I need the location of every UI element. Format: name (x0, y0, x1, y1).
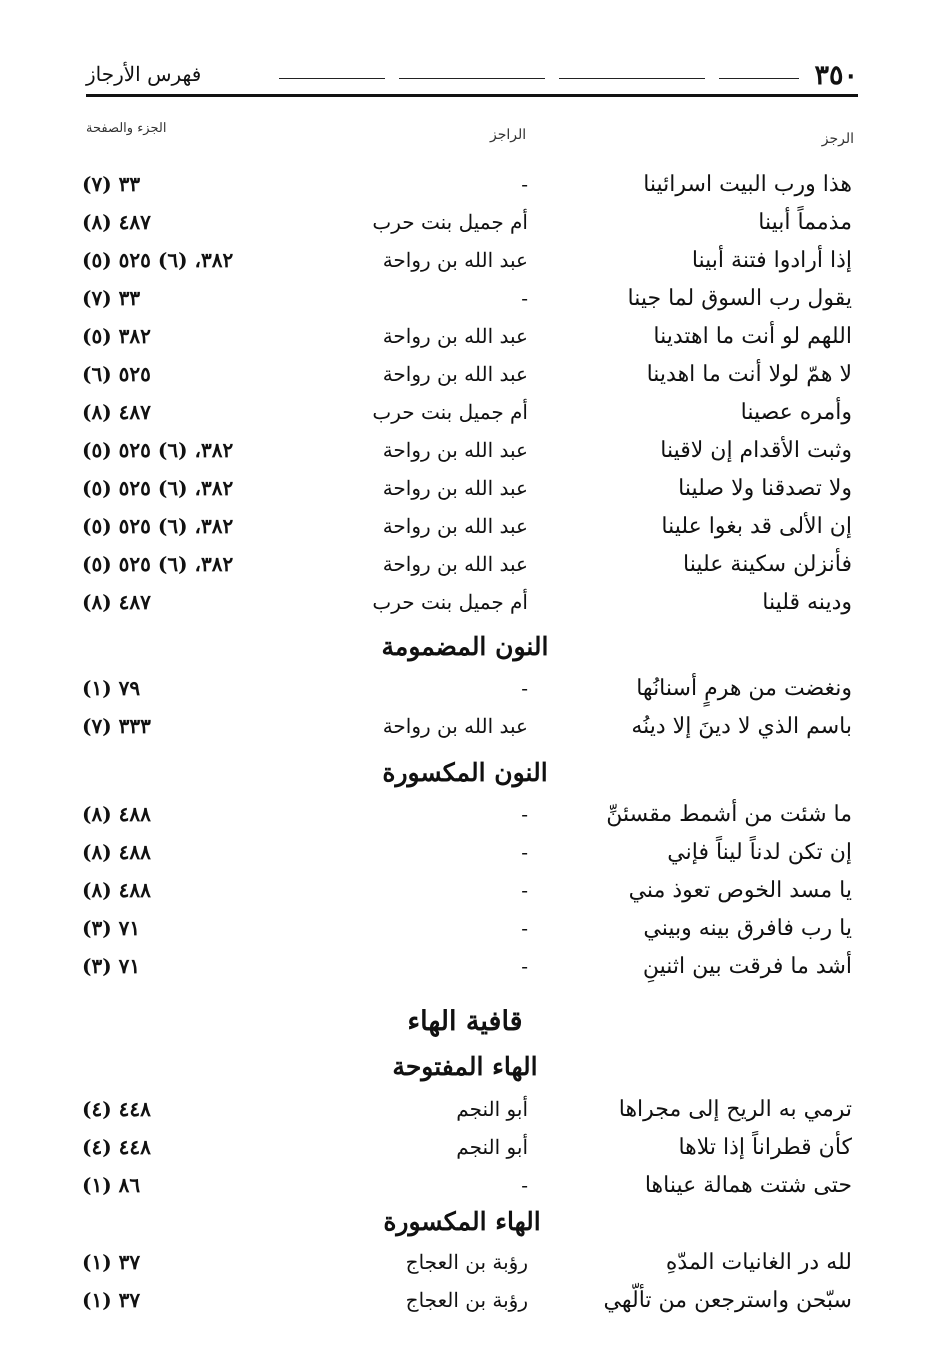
volume-page: (١) ٣٧ (82, 1288, 141, 1312)
index-row (0, 210, 932, 248)
poet: - (521, 676, 528, 700)
index-row (0, 1135, 932, 1173)
volume-page: (٥) ٣٨٢، (٦) ٥٢٥ (82, 248, 234, 272)
index-row (0, 438, 932, 476)
poet: - (521, 1173, 528, 1197)
poet: أم جميل بنت حرب (372, 210, 528, 234)
verse: يا رب فافرق بينه وبيني (643, 916, 852, 941)
index-row (0, 400, 932, 438)
volume-page: (٥) ٣٨٢، (٦) ٥٢٥ (82, 552, 234, 576)
poet: عبد الله بن رواحة (382, 514, 528, 538)
volume-page: (٧) ٣٣ (82, 286, 141, 310)
volume-page: (٨) ٤٨٨ (82, 802, 151, 826)
verse: يقول رب السوق لما جينا (627, 286, 852, 311)
index-row (0, 286, 932, 324)
volume-page: (٤) ٤٤٨ (82, 1135, 151, 1159)
verse: اللهم لو أنت ما اهتدينا (653, 324, 852, 349)
index-row (0, 1250, 932, 1288)
verse: وأمره عصينا (740, 400, 852, 425)
index-row (0, 840, 932, 878)
index-row (0, 552, 932, 590)
poet: رؤبة بن العجاج (405, 1250, 528, 1274)
section-heading: الهاء المفتوحة (392, 1052, 538, 1081)
verse: ونغضت من هرمٍ أسنانُها (636, 676, 852, 701)
volume-page: (٨) ٤٨٨ (82, 878, 151, 902)
index-row (0, 324, 932, 362)
index-row (0, 1097, 932, 1135)
poet: عبد الله بن رواحة (382, 552, 528, 576)
index-row (0, 248, 932, 286)
index-row (0, 802, 932, 840)
poet: أبو النجم (456, 1135, 528, 1159)
index-row (0, 1173, 932, 1211)
verse: إن تكن لدناً ليناً فإني (667, 840, 852, 865)
header-rule (86, 94, 858, 97)
verse: يا مسد الخوص تعوذ مني (628, 878, 852, 903)
verse: أشد ما فرقت بين اثنينِ (642, 954, 852, 979)
verse: وثبت الأقدام إن لاقينا (660, 438, 852, 463)
verse: ودينه قلينا (762, 590, 852, 615)
verse: حتى شتت همالة عيناها (644, 1173, 852, 1198)
poet: أم جميل بنت حرب (372, 590, 528, 614)
section-heading: النون المكسورة (382, 758, 548, 787)
poet: عبد الله بن رواحة (382, 324, 528, 348)
page-number: ٣٥٠ (814, 60, 858, 91)
verse: إذا أرادوا فتنة أبينا (691, 248, 852, 273)
verse: لا همّ لولا أنت ما اهدينا (646, 362, 852, 387)
verse: سبّحن واسترجعن من تألّهي (603, 1288, 852, 1313)
verse: ترمي به الريح إلى مجراها (618, 1097, 852, 1122)
column-heading-reference: الجزء والصفحة (86, 121, 167, 136)
index-row (0, 514, 932, 552)
poet: عبد الله بن رواحة (382, 714, 528, 738)
index-row (0, 954, 932, 992)
verse: ولا تصدقنا ولا صلينا (678, 476, 852, 501)
index-row (0, 172, 932, 210)
verse: إن الألى قد بغوا علينا (661, 514, 852, 539)
index-row (0, 878, 932, 916)
volume-page: (٥) ٣٨٢، (٦) ٥٢٥ (82, 514, 234, 538)
poet: رؤبة بن العجاج (405, 1288, 528, 1312)
volume-page: (١) ٧٩ (82, 676, 141, 700)
volume-page: (٣) ٧١ (82, 916, 141, 940)
volume-page: (٣) ٧١ (82, 954, 141, 978)
poet: عبد الله بن رواحة (382, 438, 528, 462)
poet: - (521, 916, 528, 940)
column-heading-verse: الرجز (821, 131, 854, 147)
index-row (0, 714, 932, 752)
poet: عبد الله بن رواحة (382, 248, 528, 272)
poet: - (521, 878, 528, 902)
index-row (0, 916, 932, 954)
poet: أم جميل بنت حرب (372, 400, 528, 424)
column-heading-poet: الراجز (490, 127, 527, 143)
poet: - (521, 802, 528, 826)
poet: - (521, 840, 528, 864)
poet: - (521, 172, 528, 196)
verse: كأن قطراناً إذا تلاها (678, 1135, 852, 1160)
verse: ما شئت من أشمط مقسئنِّ (606, 802, 852, 827)
verse: مذمماً أبينا (758, 210, 852, 235)
volume-page: (٨) ٤٨٧ (82, 210, 151, 234)
header-dash (719, 78, 799, 79)
volume-page: (٤) ٤٤٨ (82, 1097, 151, 1121)
volume-page: (١) ٣٧ (82, 1250, 141, 1274)
volume-page: (٧) ٣٣٣ (82, 714, 151, 738)
volume-page: (٥) ٣٨٢، (٦) ٥٢٥ (82, 476, 234, 500)
header-dash (559, 78, 705, 79)
verse: باسم الذي لا دينَ إلا دينُه (631, 714, 852, 739)
index-row (0, 676, 932, 714)
verse: هذا ورب البيت اسرائينا (643, 172, 852, 197)
poet: أبو النجم (456, 1097, 528, 1121)
volume-page: (٧) ٣٣ (82, 172, 141, 196)
volume-page: (٦) ٥٢٥ (82, 362, 151, 386)
running-header (86, 58, 858, 98)
running-title: فهرس الأرجاز (86, 62, 202, 86)
header-dash (399, 78, 545, 79)
poet: عبد الله بن رواحة (382, 476, 528, 500)
volume-page: (١) ٨٦ (82, 1173, 141, 1197)
volume-page: (٨) ٤٨٧ (82, 590, 151, 614)
verse: فأنزلن سكينة علينا (683, 552, 852, 577)
index-row (0, 476, 932, 514)
section-heading: النون المضمومة (381, 632, 549, 661)
volume-page: (٨) ٤٨٨ (82, 840, 151, 864)
header-dash (279, 78, 385, 79)
poet: - (521, 954, 528, 978)
volume-page: (٨) ٤٨٧ (82, 400, 151, 424)
index-row (0, 590, 932, 628)
index-row (0, 362, 932, 400)
volume-page: (٥) ٣٨٢ (82, 324, 151, 348)
index-row (0, 1288, 932, 1326)
volume-page: (٥) ٣٨٢، (٦) ٥٢٥ (82, 438, 234, 462)
section-heading: الهاء المكسورة (383, 1207, 541, 1236)
poet: - (521, 286, 528, 310)
verse: لله در الغانيات المدّهِ (665, 1250, 852, 1275)
poet: عبد الله بن رواحة (382, 362, 528, 386)
chapter-heading: قافية الهاء (407, 1006, 523, 1037)
